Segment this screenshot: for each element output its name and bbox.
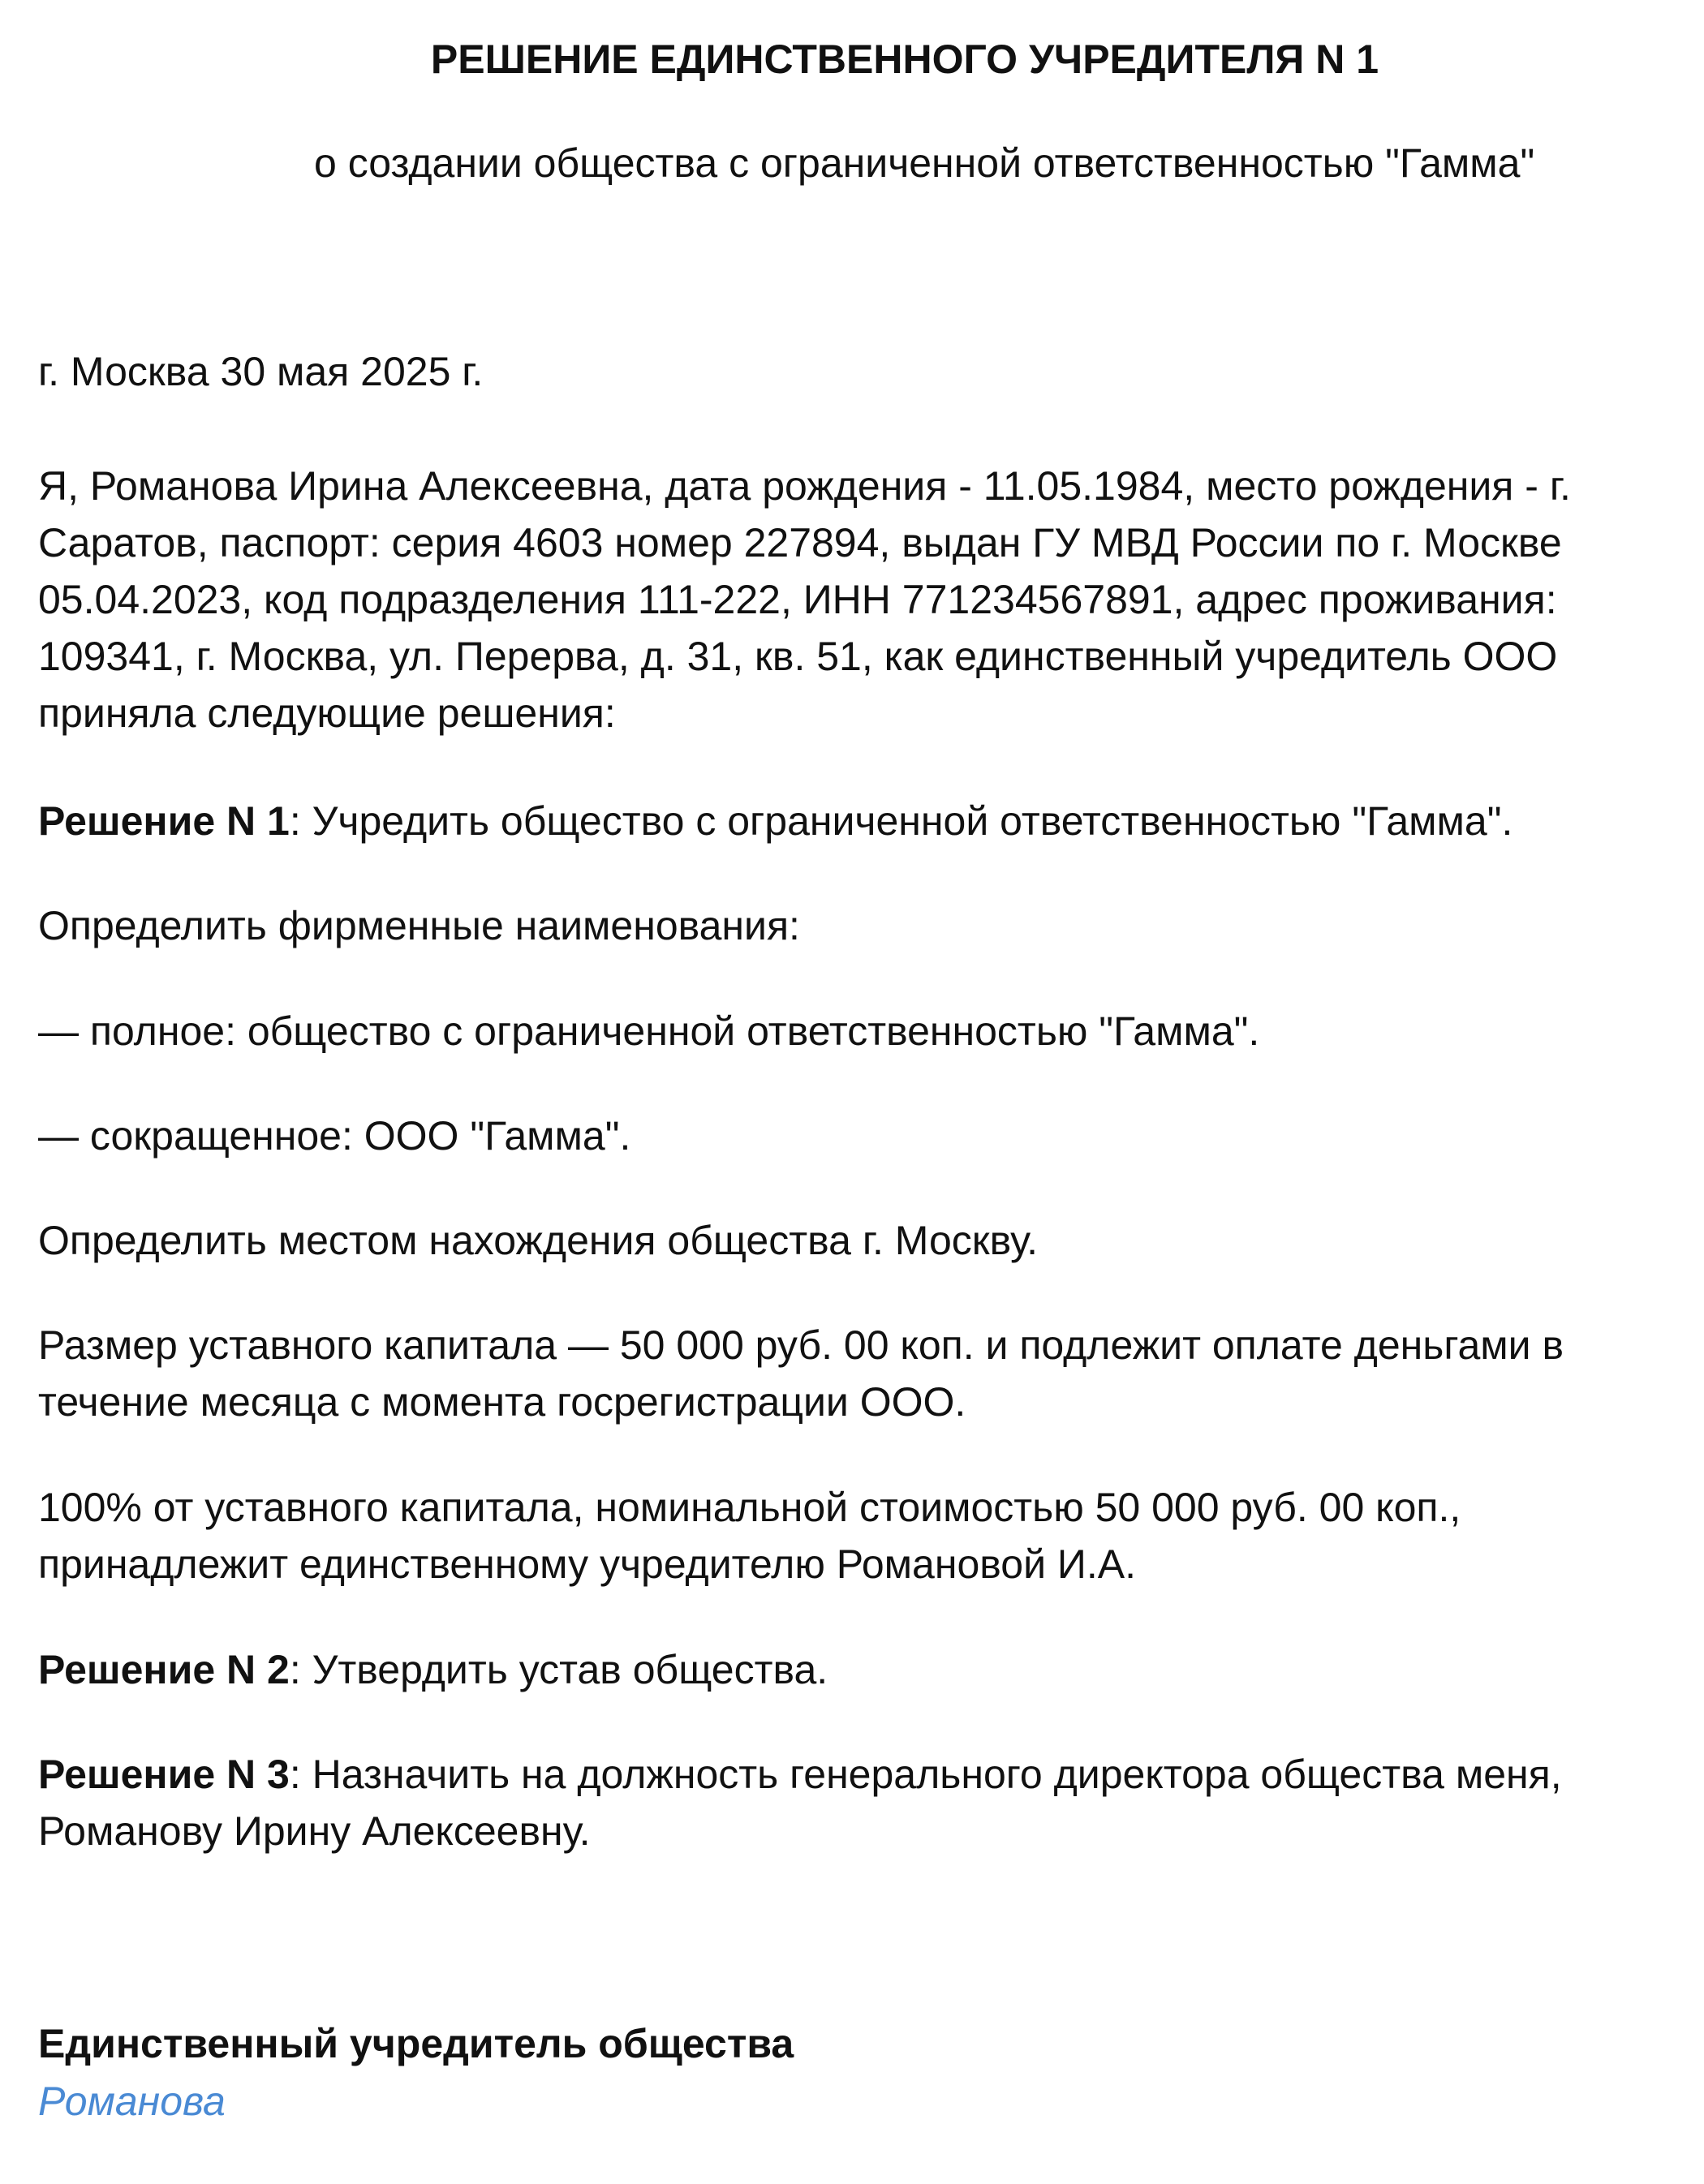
share-line: 100% от уставного капитала, номинальной стоимостью 50 000 руб. 00 коп., — [38, 1485, 1461, 1530]
place-and-date: г. Москва 30 мая 2025 г. — [38, 349, 484, 394]
intro-line: приняла следующие решения: — [38, 690, 616, 736]
decision-3-line — [38, 1746, 1685, 1803]
document-subtitle: о создании общества с ограниченной ответственностью "Гамма" — [314, 140, 1535, 186]
intro-paragraph — [38, 458, 1685, 742]
intro-line: 05.04.2023, код подразделения 111-222, ИНН 771234567891, адрес проживания: — [38, 577, 1557, 622]
intro-line: 109341, г. Москва, ул. Перерва, д. 31, кв. 51, как единственный учредитель ООО — [38, 634, 1558, 679]
decision-3-line: Романову Ирину Алексеевну. — [38, 1808, 591, 1854]
signature-label: Единственный учредитель общества — [38, 2021, 794, 2066]
document-title: РЕШЕНИЕ ЕДИНСТВЕННОГО УЧРЕДИТЕЛЯ N 1 — [430, 37, 1379, 82]
decision-1-label: Решение N 1 — [38, 798, 290, 844]
decision-2 — [38, 1641, 1685, 1698]
short-name: — сокращенное: ООО "Гамма". — [38, 1113, 631, 1159]
decision-3-text: : Назначить на должность генерального директора общества меня, — [289, 1752, 1562, 1797]
capital-line: течение месяца с момента госрегистрации ООО. — [38, 1379, 966, 1425]
intro-line: Саратов, паспорт: серия 4603 номер 227894, выдан ГУ МВД России по г. Москве — [38, 520, 1562, 565]
share-line: принадлежит единственному учредителю Романовой И.А. — [38, 1541, 1136, 1587]
decision-1 — [38, 793, 1685, 849]
capital-paragraph — [38, 1317, 1685, 1430]
decision-3 — [38, 1746, 1685, 1859]
signature: Романова — [38, 2079, 226, 2124]
decision-2-label: Решение N 2 — [38, 1647, 290, 1692]
capital-line: Размер уставного капитала — 50 000 руб. 00 коп. и подлежит оплате деньгами в — [38, 1322, 1564, 1368]
names-heading: Определить фирменные наименования: — [38, 903, 800, 948]
decision-3-label: Решение N 3 — [38, 1752, 290, 1797]
decision-1-text: : Учредить общество с ограниченной ответственностью "Гамма". — [289, 798, 1513, 844]
decision-2-text: : Утвердить устав общества. — [289, 1647, 828, 1692]
full-name: — полное: общество с ограниченной ответственностью "Гамма". — [38, 1008, 1260, 1054]
share-paragraph — [38, 1479, 1685, 1593]
intro-line: Я, Романова Ирина Алексеевна, дата рождения - 11.05.1984, место рождения - г. — [38, 463, 1571, 509]
location: Определить местом нахождения общества г. Москву. — [38, 1218, 1038, 1263]
